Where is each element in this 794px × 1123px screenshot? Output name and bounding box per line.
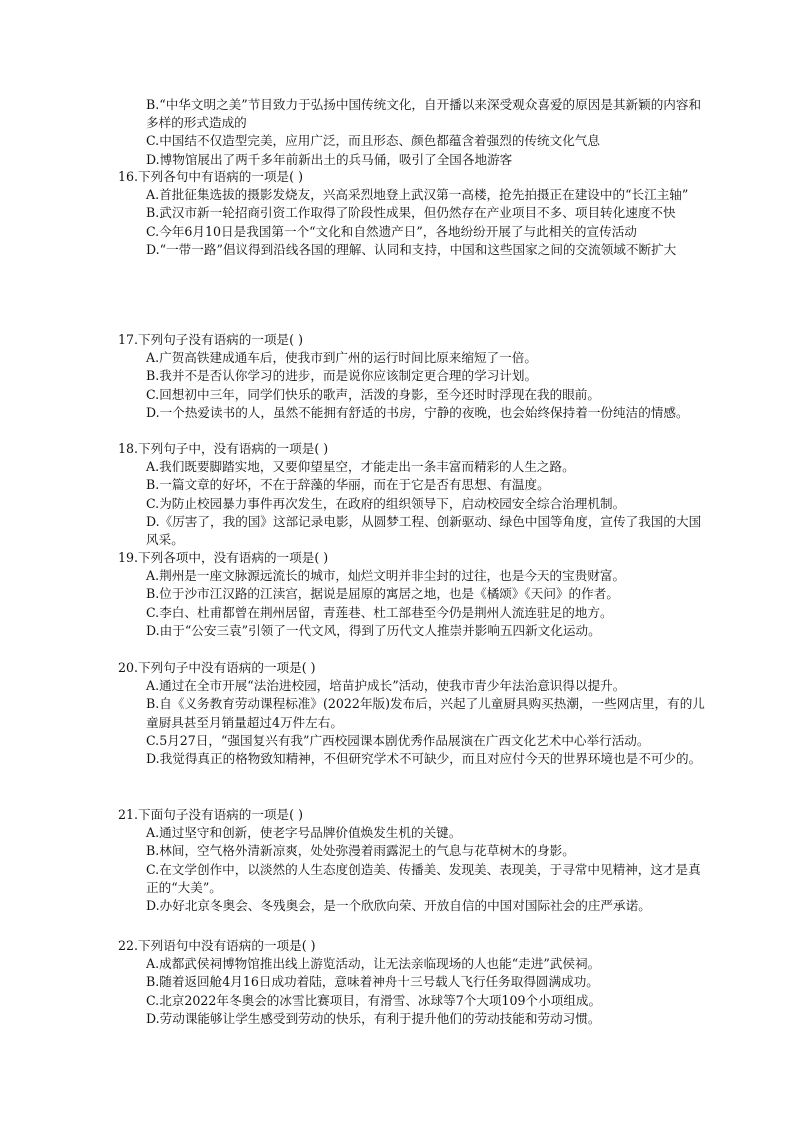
- question-stem: 17.下列句子没有语病的一项是( ): [118, 332, 303, 347]
- question-17: [118, 331, 708, 422]
- option-a: A.首批征集选拔的摄影发烧友，兴高采烈地登上武汉第一高楼，抢先拍摄正在建设中的“长江主轴”: [146, 187, 689, 203]
- option-c: C.为防止校园暴力事件再次发生，在政府的组织领导下，启动校园安全综合治理机制。: [146, 495, 626, 511]
- option-a: A.通过坚守和创新，使老字号品牌价值焕发生机的关键。: [146, 825, 462, 841]
- option-c: C.李白、杜甫都曾在荆州居留，青莲巷、杜工部巷至今仍是荆州人流连驻足的地方。: [146, 604, 613, 620]
- option-d: D.我觉得真正的格物致知精神，不但研究学术不可缺少，而且对应付今天的世界环境也是不可少的。: [146, 751, 702, 767]
- option-d: D.办好北京冬奥会、冬残奥会，是一个欣欣向荣、开放自信的中国对国际社会的庄严承诺。: [146, 898, 651, 914]
- option-a: A.成都武侯祠博物馆推出线上游览活动，让无法亲临现场的人也能“走进”武侯祠。: [146, 956, 601, 972]
- question-stem: 21.下面句子没有语病的一项是( ): [118, 807, 303, 822]
- option-a: A.广贺高铁建成通车后，使我市到广州的运行时间比原来缩短了一倍。: [146, 350, 537, 366]
- question-stem: 16.下列各句中有语病的一项是( ): [118, 169, 303, 184]
- option-b: B.随着返回舱4月16日成功着陆，意味着神舟十三号载人飞行任务取得圆满成功。: [146, 974, 599, 990]
- question-stem: 22.下列语句中没有语病的一项是( ): [118, 938, 316, 953]
- option-c: C.在文学创作中，以淡然的人生态度创造美、传播美、发现美、表现美，于寻常中见精神，这才是真正的“大美”。: [146, 861, 701, 895]
- option-a: A.通过在全市开展“法治进校园，培苗护成长”活动，使我市青少年法治意识得以提升。: [146, 678, 626, 694]
- option-d: D.一个热爱读书的人，虽然不能拥有舒适的书房，宁静的夜晚，也会始终保持着一份纯洁的情感。: [146, 404, 689, 420]
- option-d: D.博物馆展出了两千多年前新出土的兵马俑，吸引了全国各地游客: [146, 151, 513, 167]
- option-b: B.位于沙市江汉路的江渎宫，据说是屈原的寓居之地，也是《橘颂》《天问》的作者。: [146, 586, 619, 602]
- question-20: [118, 659, 708, 768]
- question-18: [118, 440, 708, 549]
- question-stem: 18.下列句子中，没有语病的一项是( ): [118, 441, 329, 456]
- option-d: D.《厉害了，我的国》这部记录电影，从圆梦工程、创新驱动、绿色中国等角度，宣传了我国的大国风采。: [146, 513, 702, 548]
- option-b: B.我并不是否认你学习的进步，而是说你应该制定更合理的学习计划。: [146, 368, 538, 384]
- option-d: D.由于“公安三袁”引领了一代文风，得到了历代文人推崇并影响五四新文化运动。: [146, 622, 601, 638]
- question-19: [118, 549, 708, 640]
- question-21: [118, 806, 708, 915]
- question-stem: 19.下列各项中，没有语病的一项是( ): [118, 550, 329, 565]
- option-a: A.我们既要脚踏实地，又要仰望星空，才能走出一条丰富而精彩的人生之路。: [146, 459, 575, 475]
- question-15-tail: [118, 96, 708, 169]
- option-c: C.5月27日，“强国复兴有我”广西校园课本剧优秀作品展演在广西文化艺术中心举行活动。: [146, 732, 650, 748]
- option-c: C.中国结不仅造型完美，应用广泛，而且形态、颜色都蕴含着强烈的传统文化气息: [146, 133, 600, 149]
- question-22: [118, 937, 708, 1028]
- option-d: D.“一带一路”倡议得到沿线各国的理解、认同和支持，中国和这些国家之间的交流领域不断扩大: [146, 241, 677, 257]
- option-c: C.回想初中三年，同学们快乐的歌声，活泼的身影，至今还时时浮现在我的眼前。: [146, 386, 600, 402]
- option-c: C.北京2022年冬奥会的冰雪比赛项目，有滑雪、冰球等7个大项109个小项组成。: [146, 992, 602, 1008]
- option-a: A.荆州是一座文脉源远流长的城市，灿烂文明并非尘封的过往，也是今天的宝贵财富。: [146, 568, 626, 584]
- option-b: B.武汉市新一轮招商引资工作取得了阶段性成果，但仍然存在产业项目不多、项目转化速度不快: [146, 205, 676, 221]
- option-d: D.劳动课能够让学生感受到劳动的快乐，有利于提升他们的劳动技能和劳动习惯。: [146, 1010, 601, 1026]
- question-stem: 20.下列句子中没有语病的一项是( ): [118, 660, 316, 675]
- option-b: B.一篇文章的好坏，不在于辞藻的华丽，而在于它是否有思想、有温度。: [146, 477, 550, 493]
- question-16: [118, 168, 708, 259]
- option-b: B.“中华文明之美”节目致力于弘扬中国传统文化，自开播以来深受观众喜爱的原因是其新颖的内容和多样的形式造成的: [146, 97, 702, 131]
- option-b: B.林间，空气格外清新凉爽，处处弥漫着雨露泥土的气息与花草树木的身影。: [146, 843, 575, 859]
- option-b: B.自《义务教育劳动课程标准》(2022年版)发布后，兴起了儿童厨具购买热潮，一些网店里，有的儿童厨具甚至月销量超过4万件左右。: [146, 696, 705, 730]
- option-c: C.今年6月10日是我国第一个“文化和自然遗产日”，各地纷纷开展了与此相关的宣传活动: [146, 223, 637, 239]
